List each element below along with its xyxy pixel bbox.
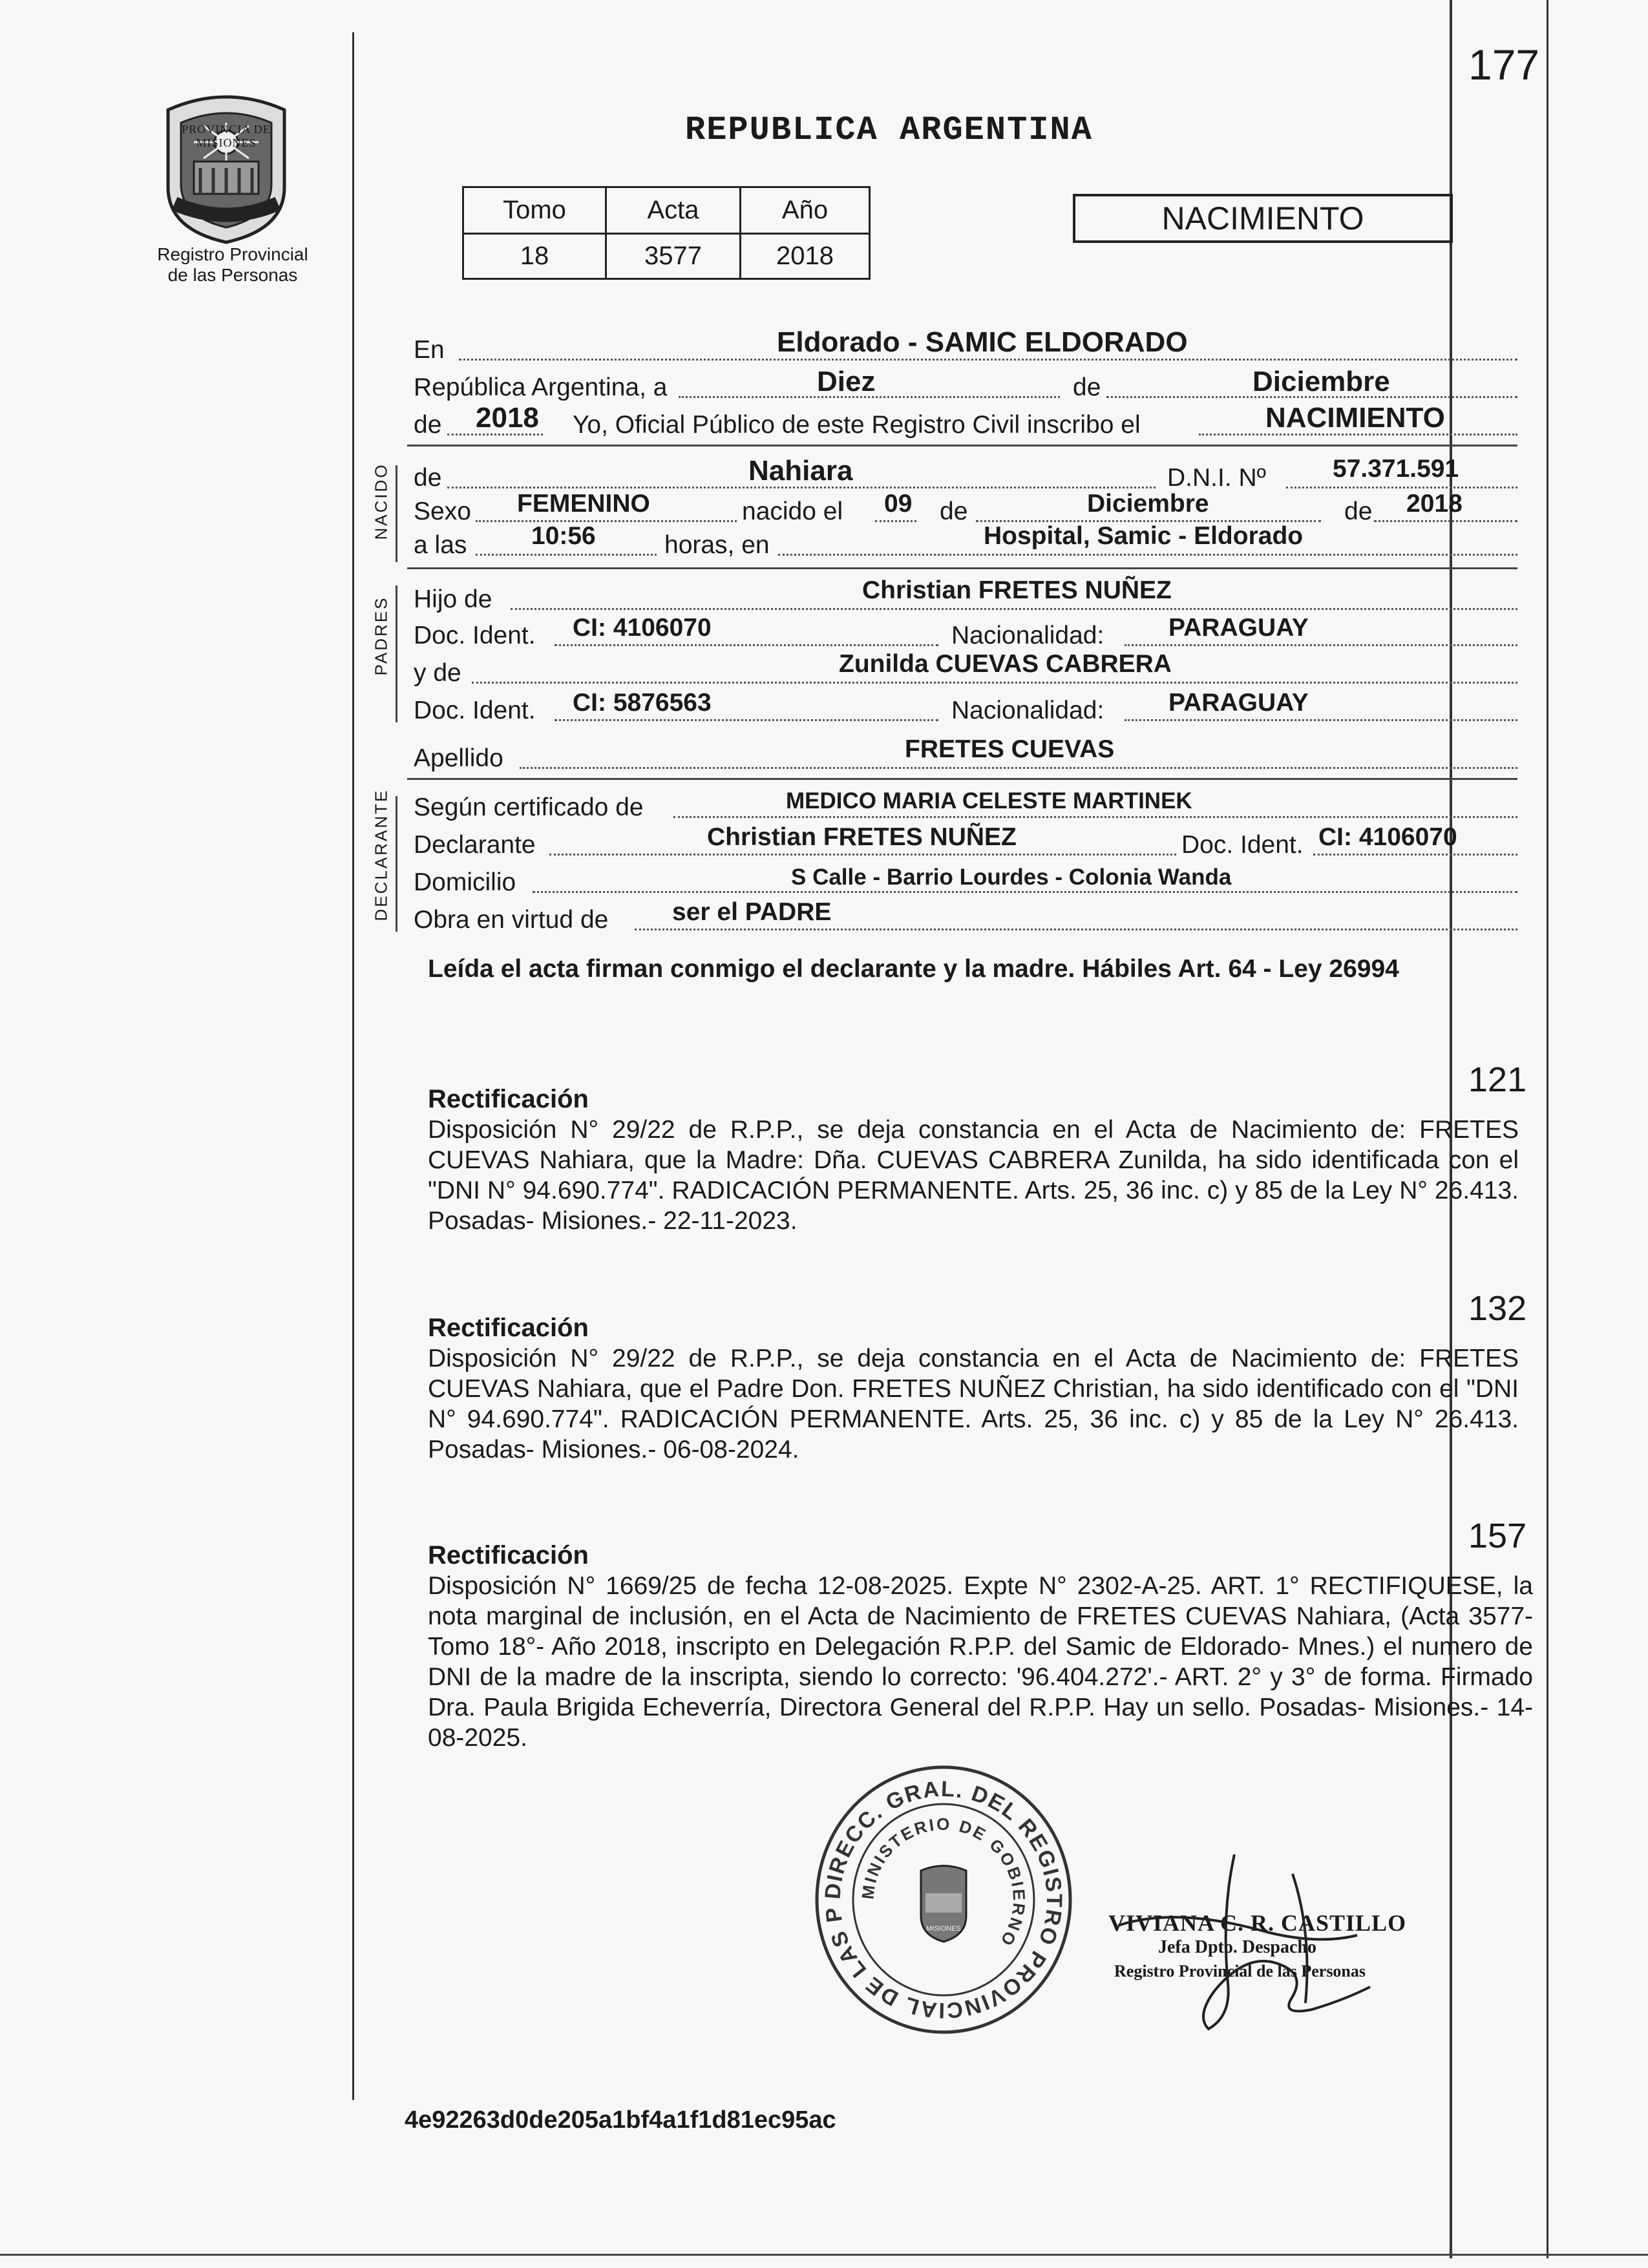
dotline <box>549 854 1176 856</box>
signature-org: Registro Provincial de las Personas <box>1114 1962 1366 1980</box>
label-a-las: a las <box>414 531 467 559</box>
label-sexo: Sexo <box>414 498 471 525</box>
label-dni: D.N.I. Nº <box>1167 464 1266 492</box>
birth-place-value: Hospital, Samic - Eldorado <box>984 522 1304 550</box>
dotline <box>520 767 1517 769</box>
divider <box>407 567 1517 569</box>
nacido-bracket <box>396 465 397 562</box>
label-doc-ident-3: Doc. Ident. <box>1181 831 1304 859</box>
act-value: NACIMIENTO <box>1265 402 1445 434</box>
logo-top-text: PROVINCIA DE MISIONES <box>182 123 271 149</box>
label-domicilio: Domicilio <box>414 868 516 896</box>
dotline <box>476 520 737 522</box>
birth-day-value: 09 <box>884 490 913 518</box>
divider <box>407 778 1517 780</box>
time-value: 10:56 <box>531 522 596 550</box>
dotline <box>459 359 1517 361</box>
label-horas-en: horas, en <box>664 531 770 559</box>
left-margin-line <box>352 32 354 2100</box>
seal-center-text: MISIONES <box>926 1925 961 1933</box>
rect-2-number: 132 <box>1468 1289 1527 1328</box>
signature-role: Jefa Dpto. Despacho <box>1158 1937 1316 1957</box>
mother-nat-value: PARAGUAY <box>1168 689 1309 717</box>
rect-3-title: Rectificación <box>428 1541 589 1570</box>
anio-value: 2018 <box>741 234 870 279</box>
dotline <box>511 608 1517 610</box>
official-seal <box>808 1764 1079 2035</box>
month-value: Diciembre <box>1252 366 1390 397</box>
seal-inner-text: MINISTERIO DE GOBIERNO <box>858 1814 1030 1951</box>
dotline <box>1286 487 1517 488</box>
label-en: En <box>414 336 445 364</box>
dotline <box>1313 854 1517 856</box>
birth-year-value: 2018 <box>1406 490 1463 518</box>
page-number: 177 <box>1468 41 1540 89</box>
registry-table <box>462 186 871 280</box>
name-value: Nahiara <box>748 455 853 487</box>
tomo-value: 18 <box>463 234 606 279</box>
divider <box>407 445 1517 446</box>
label-de-3: de <box>414 464 442 492</box>
section-nacido: NACIDO <box>371 463 391 540</box>
dotline <box>673 816 1517 818</box>
declarante-bracket <box>396 796 397 932</box>
birth-month-value: Diciembre <box>1087 490 1209 518</box>
institution-line-1: Registro Provincial <box>157 244 308 264</box>
label-de-2: de <box>414 411 442 439</box>
dotline <box>778 554 1517 556</box>
signature-name: VIVIANA C. R. CASTILLO <box>1108 1910 1407 1936</box>
dotline <box>635 929 1517 930</box>
closing-note: Leída el acta firman conmigo el declarante y la madre. Hábiles Art. 64 - Ley 26994 <box>428 955 1399 983</box>
surname-value: FRETES CUEVAS <box>905 735 1115 763</box>
right-edge-line <box>1547 0 1548 2258</box>
certificate-value: MEDICO MARIA CELESTE MARTINEK <box>786 788 1192 814</box>
rect-1-number: 121 <box>1468 1060 1527 1099</box>
label-nacido-el: nacido el <box>742 498 843 525</box>
dotline <box>555 644 938 646</box>
label-apellido: Apellido <box>414 744 503 772</box>
dotline <box>472 682 1517 684</box>
tomo-label: Tomo <box>463 187 606 234</box>
rect-1-text: Disposición N° 29/22 de R.P.P., se deja constancia en el Acta de Nacimiento de: FRETES CUEVAS Nahiara, que la Madre: Dña. CUEVAS CABRERA Zunilda, ha sido identificada con el "DNI N° 94.690.774". RADICACIÓN PERMANENTE. Arts. 25, 36 inc. c) y 85 de la Ley N° 26.413. Posadas- Misiones.- 22-11-2023. <box>428 1116 1519 1235</box>
province-logo <box>155 90 297 246</box>
label-doc-ident-2: Doc. Ident. <box>414 697 536 724</box>
label-segun: Según certificado de <box>414 793 644 821</box>
father-value: Christian FRETES NUÑEZ <box>862 576 1172 604</box>
dotline <box>533 891 1517 893</box>
rect-2-text: Disposición N° 29/22 de R.P.P., se deja constancia en el Acta de Nacimiento de: FRETES CUEVAS Nahiara, que el Padre Don. FRETES NUÑEZ Christian, ha sido identificado con el "DNI N° 94.690.774". RADICACIÓN PERMANENTE. Arts. 25, 36 inc. c) y 85 de la Ley N° 26.413. Posadas- Misiones.- 06-08-2024. <box>428 1345 1519 1464</box>
act-type: NACIMIENTO <box>1161 200 1364 236</box>
institution-line-2: de las Personas <box>167 265 298 285</box>
country-title: REPUBLICA ARGENTINA <box>685 111 1093 149</box>
capacity-value: ser el PADRE <box>672 898 832 926</box>
place-value: Eldorado - SAMIC ELDORADO <box>777 326 1188 358</box>
document-hash: 4e92263d0de205a1bf4a1f1d81ec95ac <box>405 2106 836 2134</box>
dotline <box>1125 644 1517 646</box>
sex-value: FEMENINO <box>517 490 650 518</box>
father-doc-value: CI: 4106070 <box>573 614 712 642</box>
acta-value: 3577 <box>606 234 741 279</box>
rectification-3 <box>428 1540 1533 1753</box>
mother-doc-value: CI: 5876563 <box>573 689 712 717</box>
label-nacionalidad-2: Nacionalidad: <box>951 697 1104 724</box>
act-type-box <box>1073 194 1453 243</box>
label-doc-ident-1: Doc. Ident. <box>414 622 536 649</box>
label-declarante: Declarante <box>414 831 536 859</box>
label-yo-oficial: Yo, Oficial Público de este Registro Civil inscribo el <box>573 411 1141 439</box>
label-nacionalidad-1: Nacionalidad: <box>951 622 1104 649</box>
rectification-2 <box>428 1313 1519 1465</box>
bottom-edge-line <box>0 2254 1648 2256</box>
handwritten-signature <box>1099 1835 1409 2048</box>
label-y-de: y de <box>414 659 461 687</box>
dotline <box>875 520 916 522</box>
seal-outer-text: DIRECC. GRAL. DEL REGISTRO PROVINCIAL DE LAS P <box>820 1776 1067 2023</box>
dotline <box>1374 520 1517 522</box>
dni-value: 57.371.591 <box>1333 455 1459 483</box>
label-de-1: de <box>1073 373 1101 401</box>
label-de-4: de <box>940 498 968 525</box>
dotline <box>555 719 938 721</box>
declarant-doc-value: CI: 4106070 <box>1318 823 1457 851</box>
rect-2-title: Rectificación <box>428 1314 589 1342</box>
padres-bracket <box>396 585 397 722</box>
dotline <box>476 554 657 556</box>
mother-value: Zunilda CUEVAS CABRERA <box>839 650 1172 678</box>
label-republica: República Argentina, a <box>414 373 668 401</box>
label-de-5: de <box>1344 498 1373 525</box>
acta-label: Acta <box>606 187 741 234</box>
declarant-value: Christian FRETES NUÑEZ <box>707 823 1017 851</box>
rect-3-number: 157 <box>1468 1517 1527 1555</box>
rectification-1 <box>428 1084 1519 1236</box>
address-value: S Calle - Barrio Lourdes - Colonia Wanda <box>791 865 1232 890</box>
dotline <box>1125 719 1517 721</box>
anio-label: Año <box>741 187 870 234</box>
label-hijo-de: Hijo de <box>414 585 492 613</box>
label-obra: Obra en virtud de <box>414 906 609 934</box>
section-padres: PADRES <box>371 596 391 676</box>
rect-1-title: Rectificación <box>428 1085 589 1113</box>
father-nat-value: PARAGUAY <box>1168 614 1309 642</box>
year-value: 2018 <box>476 402 539 434</box>
rect-3-text: Disposición N° 1669/25 de fecha 12-08-2025. Expte N° 2302-A-25. ART. 1° RECTIFIQUESE, la nota marginal de inclusión, en el Acta de Nacimiento de FRETES CUEVAS Nahiara, (Acta 3577- Tomo 18°- Año 2018, inscripto en Delegación R.P.P. del Samic de Eldorado- Mnes.) el numero de DNI de la madre de la inscripta, siendo lo correcto: '96.404.272'.- ART. 2° y 3° de forma. Firmado Dra. Paula Brigida Echeverría, Directora General del R.P.P. Hay un sello. Posadas- Misiones.- 14-08-2025. <box>428 1572 1533 1752</box>
section-declarante: DECLARANTE <box>371 788 391 921</box>
day-value: Diez <box>817 366 876 397</box>
